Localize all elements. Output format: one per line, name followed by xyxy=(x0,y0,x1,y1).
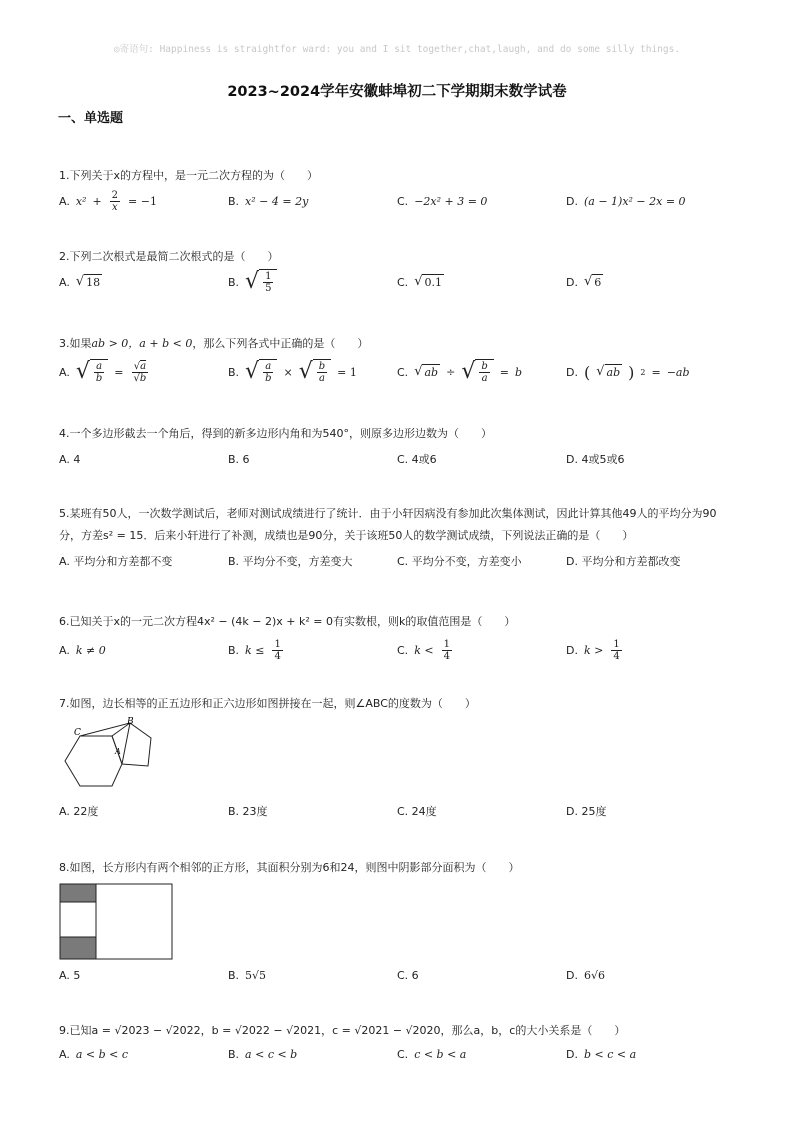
question-stem: 1.下列关于x的方程中，是一元二次方程的为（ ） xyxy=(59,169,319,182)
question-6 xyxy=(59,613,739,666)
question-7-options xyxy=(59,798,739,824)
options xyxy=(59,1041,739,1067)
option-d[interactable]: D. 6√6 xyxy=(566,968,605,982)
question-stem: 4.一个多边形截去一个角后，得到的新多边形内角和为540°，则原多边形边数为（ ） xyxy=(59,427,492,440)
question-stem: 5.某班有50人，一次数学测试后，老师对测试成绩进行了统计．由于小轩因病没有参加此次集体测试，因此计算其他49人的平均分为90 分，方差s² = 15．后来小轩进行了补测，成绩也是90分，关于该班50人的数学测试成绩，下列说法正确的是（ ） xyxy=(59,507,717,542)
option-d[interactable]: D. 平均分和方差都改变 xyxy=(566,555,681,568)
options xyxy=(59,446,739,472)
question-stem: 3.如果ab > 0，a + b < 0，那么下列各式中正确的是（ ） xyxy=(59,337,369,350)
option-a[interactable]: A. k ≠ 0 xyxy=(59,643,106,657)
shaded-region-bottom xyxy=(60,937,96,959)
question-8 xyxy=(59,859,739,876)
question-3 xyxy=(59,335,739,388)
label-a: A xyxy=(115,747,121,756)
question-stem: 8.如图，长方形内有两个相邻的正方形，其面积分别为6和24，则图中阴影部分面积为（ ） xyxy=(59,861,520,874)
option-a[interactable]: A. √ 18 xyxy=(59,274,101,289)
option-b[interactable]: B. 6 xyxy=(228,452,250,466)
option-c[interactable]: C. −2x² + 3 = 0 xyxy=(397,194,488,208)
option-b[interactable]: B. 5√5 xyxy=(228,968,267,982)
option-c[interactable]: C. √ 0.1 xyxy=(397,274,442,289)
question-5 xyxy=(59,503,739,574)
page-title: 2023~2024学年安徽蚌埠初二下学期期末数学试卷 xyxy=(227,84,567,100)
watermark: ◎寄语句: Happiness is straightfor ward: you and I sit together,chat,laugh, and do some silly things. xyxy=(113,44,681,55)
question-4 xyxy=(59,425,739,472)
rectangle-squares-figure xyxy=(59,883,175,961)
option-c[interactable]: C. 6 xyxy=(397,968,419,982)
option-a[interactable]: A. 22度 xyxy=(59,805,99,818)
question-1 xyxy=(59,167,739,214)
options xyxy=(59,269,739,295)
question-stem: 2.下列二次根式是最简二次根式的是（ ） xyxy=(59,250,279,263)
question-2 xyxy=(59,248,739,295)
option-c[interactable]: C. 4或6 xyxy=(397,453,437,466)
option-d[interactable]: D. 4或5或6 xyxy=(566,453,625,466)
option-b[interactable]: B. x² − 4 = 2y xyxy=(228,194,309,208)
option-a[interactable]: A. x² + $\frac{2}{x}$ = −1 xyxy=(59,189,157,213)
options xyxy=(59,634,739,666)
option-a[interactable]: A. 4 xyxy=(59,452,81,466)
option-a[interactable]: A. √ $\frac{a}{b}$ = $\frac{√a}{√b}$ xyxy=(59,359,147,384)
options xyxy=(59,188,739,214)
question-7 xyxy=(59,695,739,712)
option-a[interactable]: A. a < b < c xyxy=(59,1047,129,1061)
option-d[interactable]: D. b < c < a xyxy=(566,1047,637,1061)
options xyxy=(59,356,739,388)
option-c[interactable]: C. √ ab ÷ √ $\frac{b}{a}$ = b xyxy=(397,359,523,384)
option-b[interactable]: B. 平均分不变，方差变大 xyxy=(228,555,353,568)
option-b[interactable]: B. √ $\frac{1}{5}$ xyxy=(228,269,277,295)
options xyxy=(59,798,739,824)
option-b[interactable]: B. k ≤ $\frac{1}{4}$ xyxy=(228,638,281,662)
question-stem: 6.已知关于x的一元二次方程4x² − (4k − 2)x + k² = 0有实数根，则k的取值范围是（ ） xyxy=(59,615,516,628)
label-c: C xyxy=(74,728,81,738)
options xyxy=(59,962,739,988)
option-d[interactable]: D. √ 6 xyxy=(566,274,602,289)
option-d[interactable]: D. ( √ ab ) 2 = −ab xyxy=(566,362,690,382)
option-d[interactable]: D. (a − 1)x² − 2x = 0 xyxy=(566,194,686,208)
question-9 xyxy=(59,1022,739,1067)
option-b[interactable]: B. 23度 xyxy=(228,805,268,818)
question-stem: 7.如图，边长相等的正五边形和正六边形如图拼接在一起，则∠ABC的度数为（ ） xyxy=(59,697,476,710)
option-d[interactable]: D. k > $\frac{1}{4}$ xyxy=(566,638,620,662)
option-d[interactable]: D. 25度 xyxy=(566,805,607,818)
question-8-options xyxy=(59,962,739,988)
option-b[interactable]: B. a < c < b xyxy=(228,1047,298,1061)
options xyxy=(59,548,739,574)
label-b: B xyxy=(127,717,134,727)
shaded-region-top xyxy=(60,884,96,902)
option-c[interactable]: C. c < b < a xyxy=(397,1047,467,1061)
option-c[interactable]: C. k < $\frac{1}{4}$ xyxy=(397,638,450,662)
option-c[interactable]: C. 平均分不变，方差变小 xyxy=(397,555,522,568)
option-b[interactable]: B. √ $\frac{a}{b}$ × √ $\frac{b}{a}$ = 1 xyxy=(228,359,357,384)
option-a[interactable]: A. 5 xyxy=(59,968,81,982)
option-a[interactable]: A. 平均分和方差都不变 xyxy=(59,555,173,568)
pentagon-hexagon-figure xyxy=(55,714,165,794)
question-stem: 9.已知a = √2023 − √2022，b = √2022 − √2021，c = √2021 − √2020，那么a，b，c的大小关系是（ ） xyxy=(59,1024,626,1037)
section-heading: 一、单选题 xyxy=(58,111,124,126)
option-c[interactable]: C. 24度 xyxy=(397,805,437,818)
